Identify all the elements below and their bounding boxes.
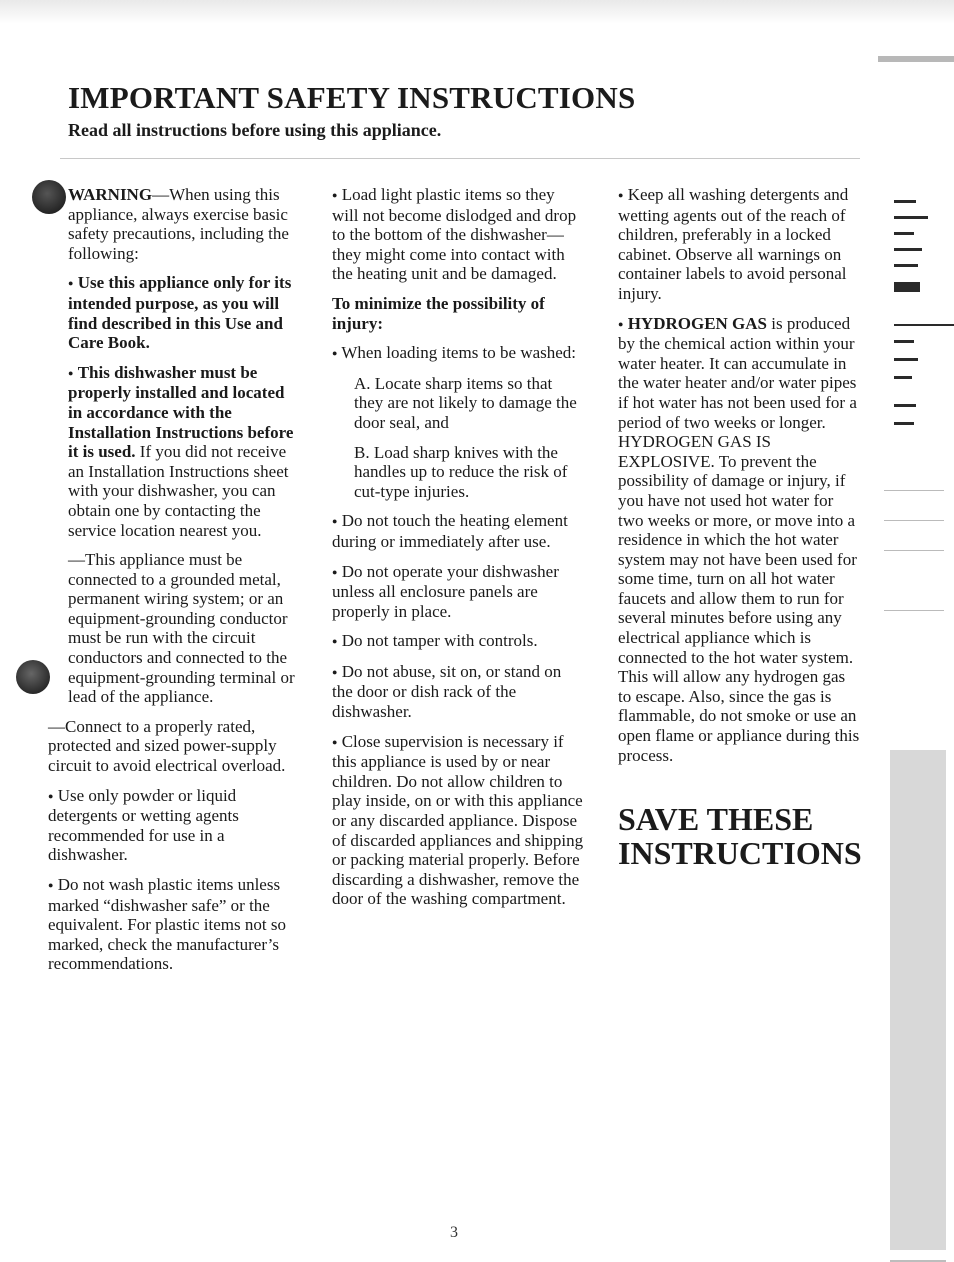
safety-item: ● Load light plastic items so they will not become dislodged and drop to the bottom of the dishwasher—they might come into contact with the heating unit and be damaged. (332, 185, 577, 284)
header-divider (60, 158, 860, 159)
column-right (618, 185, 862, 775)
column-middle (332, 185, 584, 919)
safety-item: ● HYDROGEN GAS is produced by the chemical action within your water heater. It can accumulate in the water heater and/or water pipes if hot water has not been used for a period of two weeks or longer. HYDROGEN GAS IS EXPLOSIVE. To prevent the possibility of damage or injury, if you have not used hot water for two weeks or more, or move into a residence in which the hot water system may not have been used for some time, turn on all hot water faucets and allow them to run for several minutes before using any electrical appliance which is connected to the hot water system. This will allow any hydrogen gas to escape. Also, since the gas is flammable, do not smoke or use an open flame or appliance during this process. (618, 313, 860, 765)
safety-item: ● When loading items to be washed: (332, 343, 577, 363)
safety-item: ● Do not wash plastic items unless marked “dishwasher safe” or the equivalent. For plastic items not so marked, check the manufacturer’s recommendations. (48, 875, 286, 974)
safety-item: ● Close supervision is necessary if this appliance is used by or near children. Do not allow children to play inside, on or with this appliance or any discarded appliance. Dispose of discarded appliances and shipping or packing material properly. Before discarding a dishwasher, remove the door of the washing compartment. (332, 731, 584, 909)
scan-edge-stripe (878, 56, 954, 62)
page-subtitle: Read all instructions before using this appliance. (68, 120, 442, 140)
safety-item: ● Do not tamper with controls. (332, 631, 538, 651)
safety-item: ● Do not operate your dishwasher unless all enclosure panels are properly in place. (332, 561, 559, 621)
column-left (48, 185, 300, 984)
warning-paragraph (48, 185, 300, 263)
warning-text: —When using this appliance, always exercise basic safety precautions, including the following: (68, 185, 289, 263)
safety-subitem: A. Locate sharp items so that they are not likely to damage the door seal, and (354, 373, 577, 432)
safety-item: —Connect to a properly rated, protected and sized power-supply circuit to avoid electrical overload. (48, 716, 286, 776)
save-instructions-heading: SAVE THESE INSTRUCTIONS (618, 801, 862, 871)
page-title: IMPORTANT SAFETY INSTRUCTIONS (68, 80, 636, 115)
safety-item: ● Keep all washing detergents and wetting agents out of the reach of children, preferably in a locked cabinet. Observe all warnings on container labels to avoid personal injury. (618, 185, 849, 303)
page-edge-tabs (884, 190, 954, 1262)
safety-item: ● Use only powder or liquid detergents or wetting agents recommended for use in a dishwasher. (48, 785, 239, 865)
safety-subitem: B. Load sharp knives with the handles up to reduce the risk of cut-type injuries. (354, 442, 568, 501)
scan-top-edge (0, 0, 954, 24)
safety-item: ● Do not abuse, sit on, or stand on the door or dish rack of the dishwasher. (332, 661, 562, 722)
safety-item: —This appliance must be connected to a grounded metal, permanent wiring system; or an equipment-grounding conductor must be run with the circuit conductors and connected to the equipment-grounding terminal or lead of the appliance. (68, 550, 295, 707)
binder-hole-icon (16, 660, 50, 694)
safety-item: ● Do not touch the heating element during or immediately after use. (332, 511, 568, 551)
section-heading: To minimize the possibility of injury: (332, 293, 545, 333)
safety-item: ● This dishwasher must be properly installed and located in accordance with the Installation Instructions before it is used. If you did not receive an Installation Instructions sheet with your dishwasher, you can obtain one by contacting the service location nearest you. (68, 362, 294, 540)
warning-label: WARNING (68, 185, 153, 204)
page-number: 3 (450, 1224, 458, 1241)
safety-item: ● Use this appliance only for its intended purpose, as you will find described in this Use and Care Book. (68, 273, 292, 353)
